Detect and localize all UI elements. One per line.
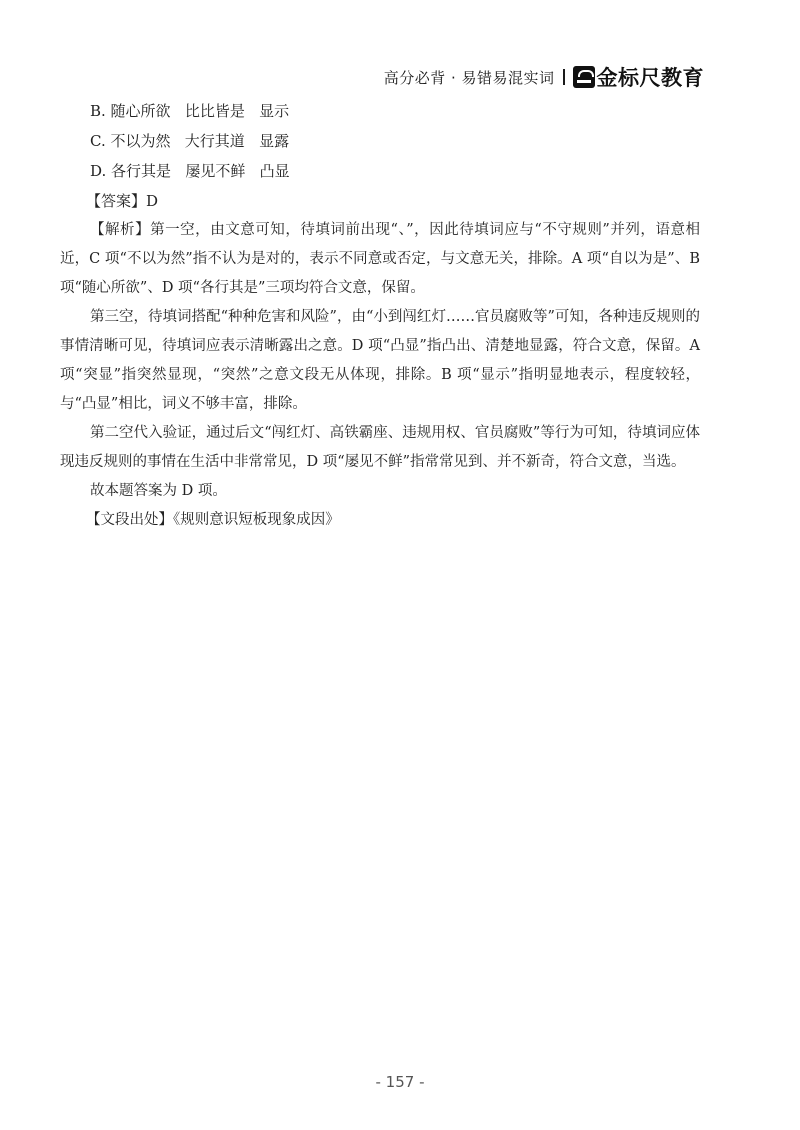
page-header: [384, 62, 704, 92]
brand-logo-icon: [573, 66, 595, 88]
page-number: - 157 -: [375, 1073, 425, 1091]
analysis-paragraph-2: 第三空，待填词搭配“种种危害和风险”，由“小到闯红灯……官员腐败等”可知，各种违反规则的事情清晰可见，待填词应表示清晰露出之意。D 项“凸显”指凸出、清楚地显露，符合文意，保留。A 项“突显”指突然显现，“突然”之意文段无从体现，排除。B 项“显示”指明显地表示，程度较轻，与“凸显”相比，词义不够丰富，排除。: [60, 309, 700, 412]
analysis-conclusion: 故本题答案为 D 项。: [90, 483, 227, 499]
option-b: B. 随心所欲 比比皆是 显示: [90, 102, 290, 120]
brand-name: 金标尺教育: [596, 66, 704, 90]
document-body: [60, 96, 700, 535]
option-d: D. 各行其是 屡见不鲜 凸显: [90, 162, 290, 180]
source-citation: 【文段出处】《规则意识短板现象成因》: [86, 512, 340, 528]
analysis-paragraph-1: 【解析】第一空，由文意可知，待填词前出现“、”，因此待填词应与“不守规则”并列，语意相近，C 项“不以为然”指不认为是对的，表示不同意或否定，与文意无关，排除。A 项“自以为是”、B 项“随心所欲”、D 项“各行其是”三项均符合文意，保留。: [60, 222, 700, 296]
brand-logo: [573, 62, 705, 92]
option-c: C. 不以为然 大行其道 显露: [90, 132, 290, 150]
header-divider: [563, 69, 565, 85]
header-subtitle: 高分必背 · 易错易混实词: [383, 68, 555, 87]
answer-line: 【答案】D: [86, 192, 159, 210]
analysis-paragraph-3: 第二空代入验证，通过后文“闯红灯、高铁霸座、违规用权、官员腐败”等行为可知，待填词应体现违反规则的事情在生活中非常常见，D 项“屡见不鲜”指常常见到、并不新奇，符合文意，当选。: [60, 425, 700, 470]
